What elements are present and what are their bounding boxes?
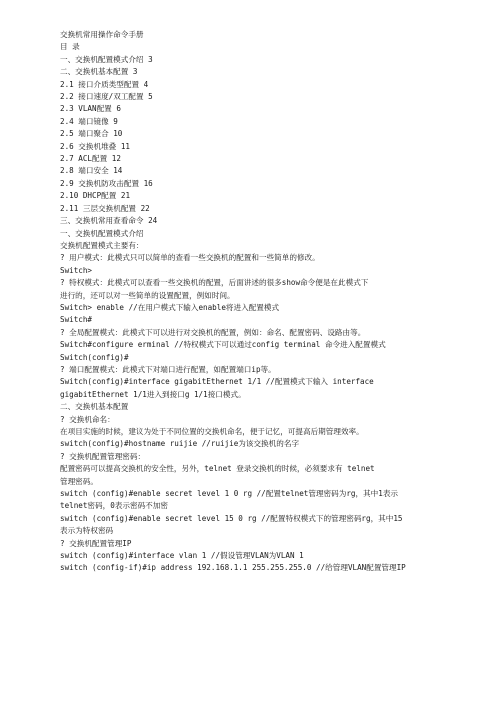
command-line: Switch> xyxy=(60,265,93,275)
toc-entry: 2.2 接口速度/双工配置 5 xyxy=(60,92,153,102)
command-line: 表示为特权密码 xyxy=(60,526,114,536)
toc-entry: 2.3 VLAN配置 6 xyxy=(60,104,121,114)
toc-heading: 目 录 xyxy=(60,42,80,52)
bullet-line: ? 端口配置模式：此模式下对端口进行配置，如配置端口ip等。 xyxy=(60,364,276,374)
paragraph-line: 交换机配置模式主要有： xyxy=(60,240,144,250)
command-line: switch (config)#enable secret level 1 0 rg //配置telnet管理密码为rg，其中1表示 xyxy=(60,489,399,499)
toc-entry: 2.6 交换机堆叠 11 xyxy=(60,141,130,151)
paragraph-line: 在项目实施的时候，建议为处于不同位置的交换机命名，便于记忆，可提高后期管理效率。 xyxy=(60,427,364,436)
command-line: Switch(config)#interface gigabitEthernet 1/1 //配置模式下输入 interface xyxy=(60,377,374,387)
toc-entry: 2.4 端口镜像 9 xyxy=(60,116,118,126)
toc-entry: 2.7 ACL配置 12 xyxy=(60,154,121,164)
paragraph-line: 管理密码。 xyxy=(60,476,98,486)
toc-entry: 三、交换机常用查看命令 24 xyxy=(60,216,158,226)
toc-entry: 2.5 端口聚合 10 xyxy=(60,129,123,139)
toc-entry: 一、交换机配置模式介绍 3 xyxy=(60,54,153,64)
command-line: switch (config)#interface vlan 1 //假设管理VLAN为VLAN 1 xyxy=(60,551,304,561)
section-heading: 一、交换机配置模式介绍 xyxy=(60,228,144,238)
command-line: telnet密码，0表示密码不加密 xyxy=(60,501,168,511)
bullet-line: ? 交换机配置管理密码： xyxy=(60,451,146,461)
document-title: 交换机常用操作命令手册 xyxy=(60,30,144,39)
command-line: Switch(config)# xyxy=(60,352,129,362)
bullet-line: ? 全局配置模式：此模式下可以进行对交换机的配置，例如：命名、配置密码、设路由等。 xyxy=(60,327,366,337)
paragraph-line: 进行的，还可以对一些简单的设置配置，例如时间。 xyxy=(60,290,235,300)
command-line: Switch#configure erminal //特权模式下可以通过config terminal 命令进入配置模式 xyxy=(60,340,386,350)
command-line: switch(config)#hostname ruijie //ruijie为该交换机的名字 xyxy=(60,439,300,449)
section-heading: 二、交换机基本配置 xyxy=(60,402,129,412)
document-body xyxy=(60,29,440,575)
command-line: Switch> enable //在用户模式下输入enable将进入配置模式 xyxy=(60,302,280,312)
toc-entry: 2.11 三层交换机配置 22 xyxy=(60,203,150,213)
bullet-line: ? 特权模式：此模式可以查看一些交换机的配置，后面讲述的很多show命令便是在此模式下 xyxy=(60,278,369,288)
toc-entry: 2.9 交换机防攻击配置 16 xyxy=(60,178,153,188)
paragraph-line: 配置密码可以提高交换机的安全性，另外，telnet 登录交换机的时候，必须要求有 telnet xyxy=(60,464,375,474)
bullet-line: ? 交换机命名： xyxy=(60,414,115,424)
command-line: gigabitEthernet 1/1进入到接口g 1/1接口模式。 xyxy=(60,389,246,399)
toc-entry: 2.8 端口安全 14 xyxy=(60,166,123,176)
bullet-line: ? 交换机配置管理IP xyxy=(60,538,132,548)
toc-entry: 2.1 接口介质类型配置 4 xyxy=(60,79,149,89)
bullet-line: ? 用户模式：此模式只可以简单的查看一些交换机的配置和一些简单的修改。 xyxy=(60,253,320,263)
command-line: switch (config)#enable secret level 15 0 rg //配置特权模式下的管理密码rg，其中15 xyxy=(60,513,403,523)
toc-entry: 二、交换机基本配置 3 xyxy=(60,67,138,77)
command-line: switch (config-if)#ip address 192.168.1.1 255.255.255.0 //给管理VLAN配置管理IP xyxy=(60,563,406,573)
toc-entry: 2.10 DHCP配置 21 xyxy=(60,191,131,201)
command-line: Switch# xyxy=(60,315,93,325)
